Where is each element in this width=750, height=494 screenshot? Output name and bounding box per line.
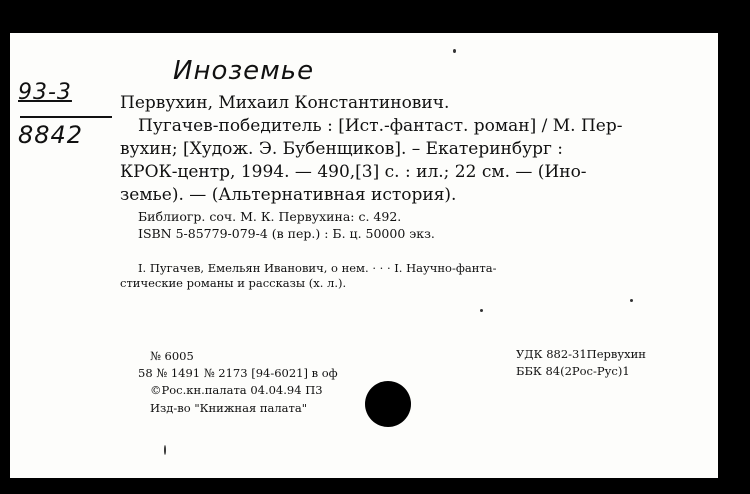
description-line-1: Пугачев-победитель : [Ист.-фантаст. роман] / М. Пер- — [138, 116, 623, 136]
tracings-line-1: I. Пугачев, Емельян Иванович, о нем. · · · I. Научно-фанта- — [138, 261, 497, 275]
handwritten-shelf-mark-bottom: 8842 — [18, 121, 84, 149]
shelf-mark-divider — [20, 116, 112, 118]
author-heading: Первухин, Михаил Константинович. — [120, 93, 450, 113]
card-number: № 6005 — [150, 349, 194, 363]
description-line-3: КРОК-центр, 1994. — 490,[3] с. : ил.; 22 см. — (Ино- — [120, 162, 587, 182]
description-line-2: вухин; [Худож. Э. Бубенщиков]. – Екатеринбург : — [120, 139, 564, 159]
speck-mark — [630, 299, 633, 302]
bbk-code: ББК 84(2Рос-Рус)1 — [516, 364, 630, 378]
registration-numbers: 58 № 1491 № 2173 [94-6021] в оф — [138, 366, 338, 380]
speck-mark — [480, 309, 483, 312]
bibliography-note: Библиогр. соч. М. К. Первухина: с. 492. — [138, 209, 402, 224]
catalog-card — [10, 33, 718, 478]
udk-code: УДК 882-31Первухин — [516, 347, 646, 361]
handwritten-series-title: Иноземье — [173, 56, 315, 86]
ink-blot — [365, 381, 411, 427]
isbn-note: ISBN 5-85779-079-4 (в пер.) : Б. ц. 50000 экз. — [138, 226, 435, 241]
publisher-imprint: Изд-во "Книжная палата" — [150, 401, 308, 415]
chamber-copyright: ©Рос.кн.палата 04.04.94 П3 — [150, 383, 323, 397]
handwritten-shelf-mark-top: 93-3 — [18, 80, 72, 105]
description-line-4: земье). — (Альтернативная история). — [120, 185, 457, 205]
tracings-line-2: стические романы и рассказы (х. л.). — [120, 276, 347, 290]
speck-mark — [453, 49, 456, 53]
speck-mark — [164, 445, 166, 455]
